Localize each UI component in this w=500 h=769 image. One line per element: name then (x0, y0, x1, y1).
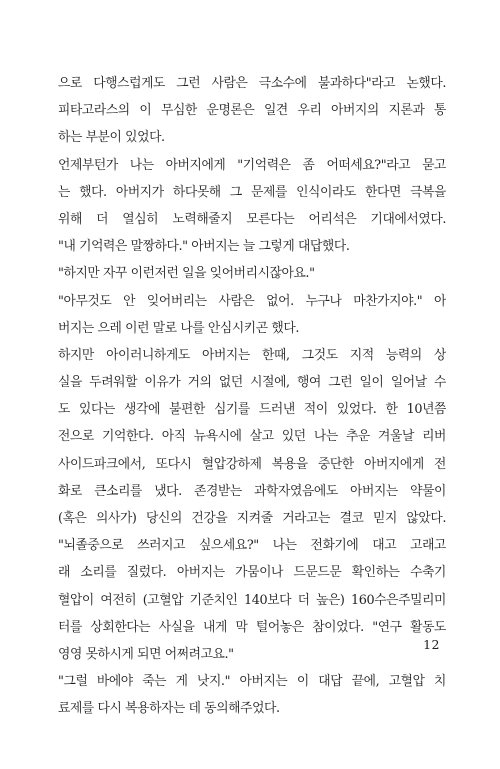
text-line-21: 터를 상회한다는 사실을 내게 막 털어놓은 참이었다. "연구 활동도 (58, 619, 446, 635)
text-line-23: "그럴 바에야 죽는 게 낫지." 아버지는 이 대답 끝에, 고혈압 치 (58, 674, 446, 690)
text-line-18: "뇌졸중으로 쓰러지고 싶으세요?" 나는 전화기에 대고 고래고 (58, 538, 446, 554)
text-line-17: (혹은 의사가) 당신의 건강을 지켜줄 거라고는 결코 믿지 않았다. (58, 511, 446, 526)
text-line-15: 사이드파크에서, 또다시 혈압강하제 복용을 중단한 아버지에게 전 (58, 456, 446, 472)
text-line-12: 실을 두려워할 이유가 거의 없던 시절에, 행여 그런 일이 일어날 수 (58, 375, 446, 391)
text-line-24: 료제를 다시 복용하자는 데 동의해주었다. (58, 701, 280, 717)
text-line-4: 언제부턴가 나는 아버지에게 "기억력은 좀 어떠세요?"라고 묻고 (58, 157, 446, 173)
text-line-11: 하지만 아이러니하게도 아버지는 한때, 그것도 지적 능력의 상 (58, 347, 446, 363)
text-line-13: 도 있다는 생각에 불편한 심기를 드러낸 적이 있었다. 한 10년쯤 (58, 402, 446, 418)
text-line-2: 피타고라스의 이 무심한 운명론은 일견 우리 아버지의 지론과 통 (58, 103, 446, 119)
text-line-20: 혈압이 여전히 (고혈압 기준치인 140보다 더 높은) 160수은주밀리미 (58, 592, 446, 608)
body-text (58, 70, 446, 723)
text-line-6: 위해 더 열심히 노력해줄지 모른다는 어리석은 기대에서였다. (58, 211, 446, 227)
text-line-9: "아무것도 안 잊어버리는 사람은 없어. 누구나 마찬가지야." 아 (58, 293, 446, 309)
text-line-8: "하지만 자꾸 이런저런 일을 잊어버리시잖아요." (58, 266, 315, 282)
text-line-1: 으로 다행스럽게도 그런 사람은 극소수에 불과하다"라고 논했다. (58, 76, 446, 91)
text-line-10: 버지는 으레 이런 말로 나를 안심시키곤 했다. (58, 320, 299, 336)
page-number: 12 (423, 637, 440, 652)
text-line-19: 래 소리를 질렀다. 아버지는 가뭄이나 드문드문 확인하는 수축기 (58, 565, 446, 581)
text-line-3: 하는 부분이 있었다. (58, 130, 165, 146)
text-line-5: 는 했다. 아버지가 하다못해 그 문제를 인식이라도 한다면 극복을 (58, 184, 446, 200)
text-line-14: 전으로 기억한다. 아직 뉴욕시에 살고 있던 나는 추운 겨울날 리버 (58, 429, 446, 445)
text-line-16: 화로 큰소리를 냈다. 존경받는 과학자였음에도 아버지는 약물이 (58, 483, 446, 499)
text-line-7: "내 기억력은 말짱하다." 아버지는 늘 그렇게 대답했다. (58, 239, 350, 255)
text-line-22: 영영 못하시게 되면 어쩌려고요." (58, 646, 234, 662)
